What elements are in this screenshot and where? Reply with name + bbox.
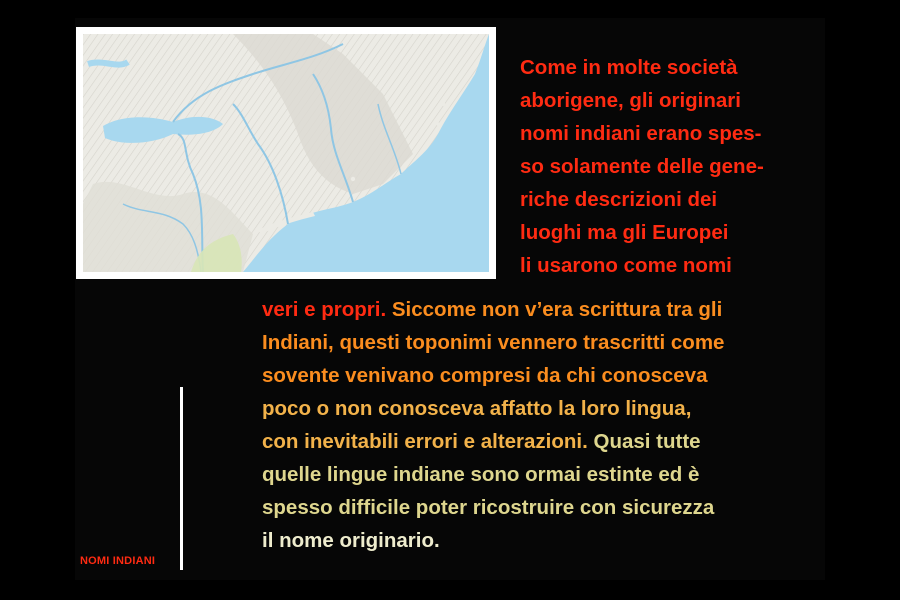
- text-line: riche descrizioni dei: [520, 188, 718, 211]
- text-line: nomi indiani erano spes-: [520, 122, 762, 145]
- text-line: spesso difficile poter ricostruire con sicurezza: [262, 496, 715, 519]
- text-line: il nome originario.: [262, 529, 440, 552]
- text-segment: Siccome non v’era scrittura tra gli: [386, 298, 723, 321]
- text-line: quelle lingue indiane sono ormai estinte ed è: [262, 463, 700, 486]
- text-line: so solamente delle gene-: [520, 155, 764, 178]
- text-segment: Quasi tutte: [587, 430, 701, 453]
- text-line: [262, 293, 724, 326]
- text-segment: con inevitabili errori e alterazioni.: [262, 430, 588, 453]
- vertical-divider: [180, 387, 183, 570]
- text-line: luoghi ma gli Europei: [520, 221, 729, 244]
- relief-map-icon: [83, 34, 489, 272]
- text-line: [262, 425, 724, 458]
- main-body-text: [262, 293, 724, 557]
- map-image: [76, 27, 496, 279]
- text-line: Come in molte società: [520, 56, 738, 79]
- text-line: aborigene, gli originari: [520, 89, 741, 112]
- section-caption: NOMI INDIANI: [80, 555, 156, 567]
- text-line: li usarono come nomi: [520, 254, 732, 277]
- text-line: poco o non conosceva affatto la loro lingua,: [262, 397, 692, 420]
- text-line: Indiani, questi toponimi vennero trascritti come: [262, 331, 725, 354]
- text-line: sovente venivano compresi da chi conosceva: [262, 364, 708, 387]
- right-column-text: [520, 51, 764, 282]
- text-segment: veri e propri.: [262, 298, 387, 321]
